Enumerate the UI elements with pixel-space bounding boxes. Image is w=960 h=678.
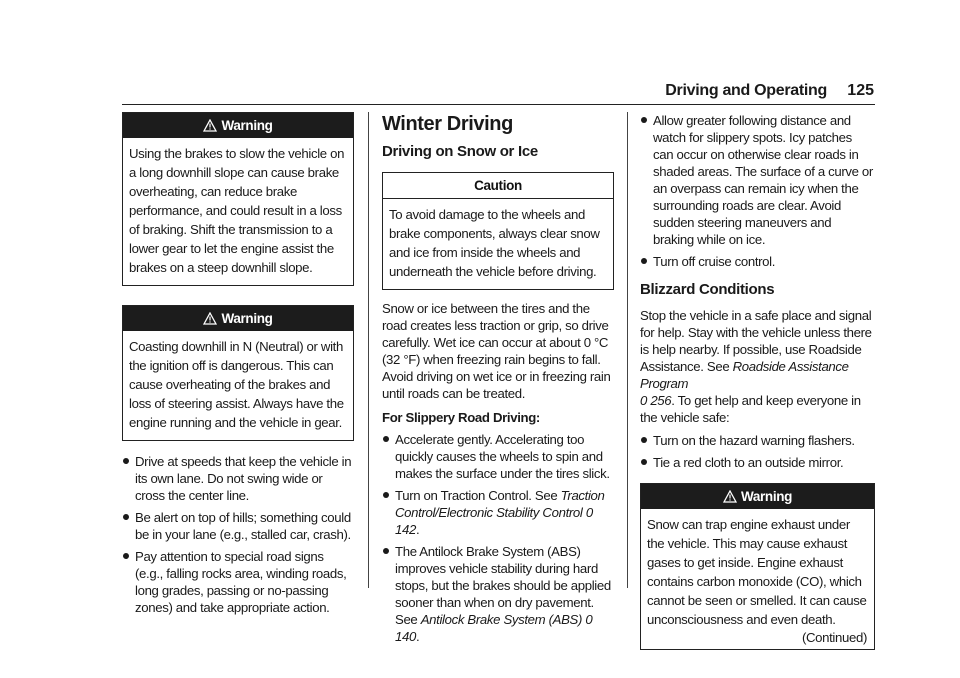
bullet-icon — [383, 492, 389, 498]
page-ref-symbol: 0 — [585, 505, 593, 520]
warning-text-container — [641, 509, 874, 649]
subsection-heading: Blizzard Conditions — [640, 281, 775, 298]
warning-box-coasting — [122, 305, 354, 441]
column-middle — [382, 112, 614, 650]
bullet-icon — [641, 258, 647, 264]
warning-text: Using the brakes to slow the vehicle on a long downhill slope can cause brake overheating, can reduce brake performance, and could result in a loss of braking. Shift the transmission to a lower gear to let the engine assist the brakes on a steep downhill slope. — [129, 146, 345, 275]
warning-box-exhaust — [640, 483, 875, 650]
warning-header — [123, 306, 353, 331]
column-divider — [368, 112, 369, 588]
column-left — [122, 112, 354, 621]
subsection-heading: Driving on Snow or Ice — [382, 143, 538, 160]
warning-text: Snow can trap engine exhaust under the vehicle. This may cause exhaust gases to get inside. Engine exhaust contains carbon monoxide (CO), which cannot be seen or smelled. It can cause unconsciousness and even death. — [647, 517, 867, 627]
paragraph: Snow or ice between the tires and the road creates less traction or grip, so drive carefully. Wet ice can occur at about 0 °C (32 °F) when freezing rain begins to fall. Avoid driving on wet ice or in freezing rain until roads can be treated. — [382, 301, 611, 401]
bullet-icon — [383, 548, 389, 554]
list-item: Tie a red cloth to an outside mirror. — [640, 454, 875, 471]
continued-label: (Continued) — [801, 630, 867, 645]
ice-tips-list — [640, 112, 875, 270]
bullet-icon — [641, 459, 647, 465]
page-reference[interactable]: 140 — [395, 629, 416, 644]
page-reference[interactable]: 256 — [650, 393, 672, 408]
bullet-icon — [383, 436, 389, 442]
blizzard-actions-list — [640, 432, 875, 471]
warning-triangle-icon — [203, 308, 217, 334]
page-reference[interactable]: 142 — [395, 522, 416, 537]
list-item: Accelerate gently. Accelerating too quickly causes the wheels to spin and makes the surface under the tires slick. — [382, 431, 614, 482]
section-title: Driving and Operating — [665, 82, 827, 99]
list-title: For Slippery Road Driving: — [382, 410, 540, 425]
warning-label: Warning — [740, 489, 793, 504]
list-item: The Antilock Brake System (ABS) improves vehicle stability during hard stops, but the brakes should be applied sooner than when on dry pavement. See Antilock Brake System (ABS) 0 140. — [382, 543, 614, 645]
warning-box-brakes — [122, 112, 354, 286]
section-heading: Winter Driving — [382, 113, 513, 135]
warning-label: Warning — [221, 311, 273, 326]
warning-text: Coasting downhill in N (Neutral) or with the ignition off is dangerous. This can cause overheating of the brakes and loss of steering assist. Always have the engine running and the vehicle in gear. — [129, 339, 344, 430]
list-item: Turn off cruise control. — [640, 253, 875, 270]
warning-label: Warning — [221, 118, 273, 133]
list-item: Pay attention to special road signs (e.g., falling rocks area, winding roads, long grades, passing or no-passing zones) and take appropriate action. — [122, 548, 354, 616]
cross-reference-link[interactable]: Traction Control/Electronic Stability Control — [395, 488, 605, 520]
page-ref-symbol: 0 — [640, 393, 647, 408]
cross-reference-link[interactable]: Roadside Assistance Program — [640, 359, 849, 391]
cross-reference-link[interactable]: Antilock Brake System (ABS) — [420, 612, 583, 627]
bullet-icon — [641, 117, 647, 123]
list-item: Turn on Traction Control. See Traction Control/Electronic Stability Control 0 142. — [382, 487, 614, 538]
slippery-road-list — [382, 431, 614, 645]
caution-header: Caution — [383, 173, 613, 199]
warning-triangle-icon — [203, 115, 217, 141]
page-number: 125 — [847, 82, 874, 99]
list-item: Turn on the hazard warning flashers. — [640, 432, 875, 449]
page-ref-symbol: 0 — [585, 612, 593, 627]
bullet-icon — [123, 553, 129, 559]
list-item: Drive at speeds that keep the vehicle in its own lane. Do not swing wide or cross the center line. — [122, 453, 354, 504]
warning-header — [641, 484, 874, 509]
caution-text: To avoid damage to the wheels and brake components, always clear snow and ice from inside the wheels and underneath the vehicle before driving. — [389, 207, 600, 279]
paragraph: Stop the vehicle in a safe place and signal for help. Stay with the vehicle unless there is help nearby. If possible, use Roadside Assistance. See Roadside Assistance Program 0 256. To get help and keep everyone in the vehicle safe: — [640, 308, 872, 425]
column-divider — [627, 112, 628, 588]
driving-tips-list — [122, 453, 354, 616]
list-item: Allow greater following distance and watch for slippery spots. Icy patches can occur on otherwise clear roads in shaded areas. The surface of a curve or an overpass can remain icy when the surrounding roads are clear. Avoid sudden steering maneuvers and braking while on ice. — [640, 112, 875, 248]
warning-triangle-icon — [723, 486, 737, 512]
bullet-icon — [123, 458, 129, 464]
list-item: Be alert on top of hills; something could be in your lane (e.g., stalled car, crash). — [122, 509, 354, 543]
caution-box — [382, 172, 614, 290]
bullet-icon — [123, 514, 129, 520]
column-right — [640, 112, 875, 650]
page-header — [122, 80, 875, 105]
bullet-icon — [641, 437, 647, 443]
warning-header — [123, 113, 353, 138]
